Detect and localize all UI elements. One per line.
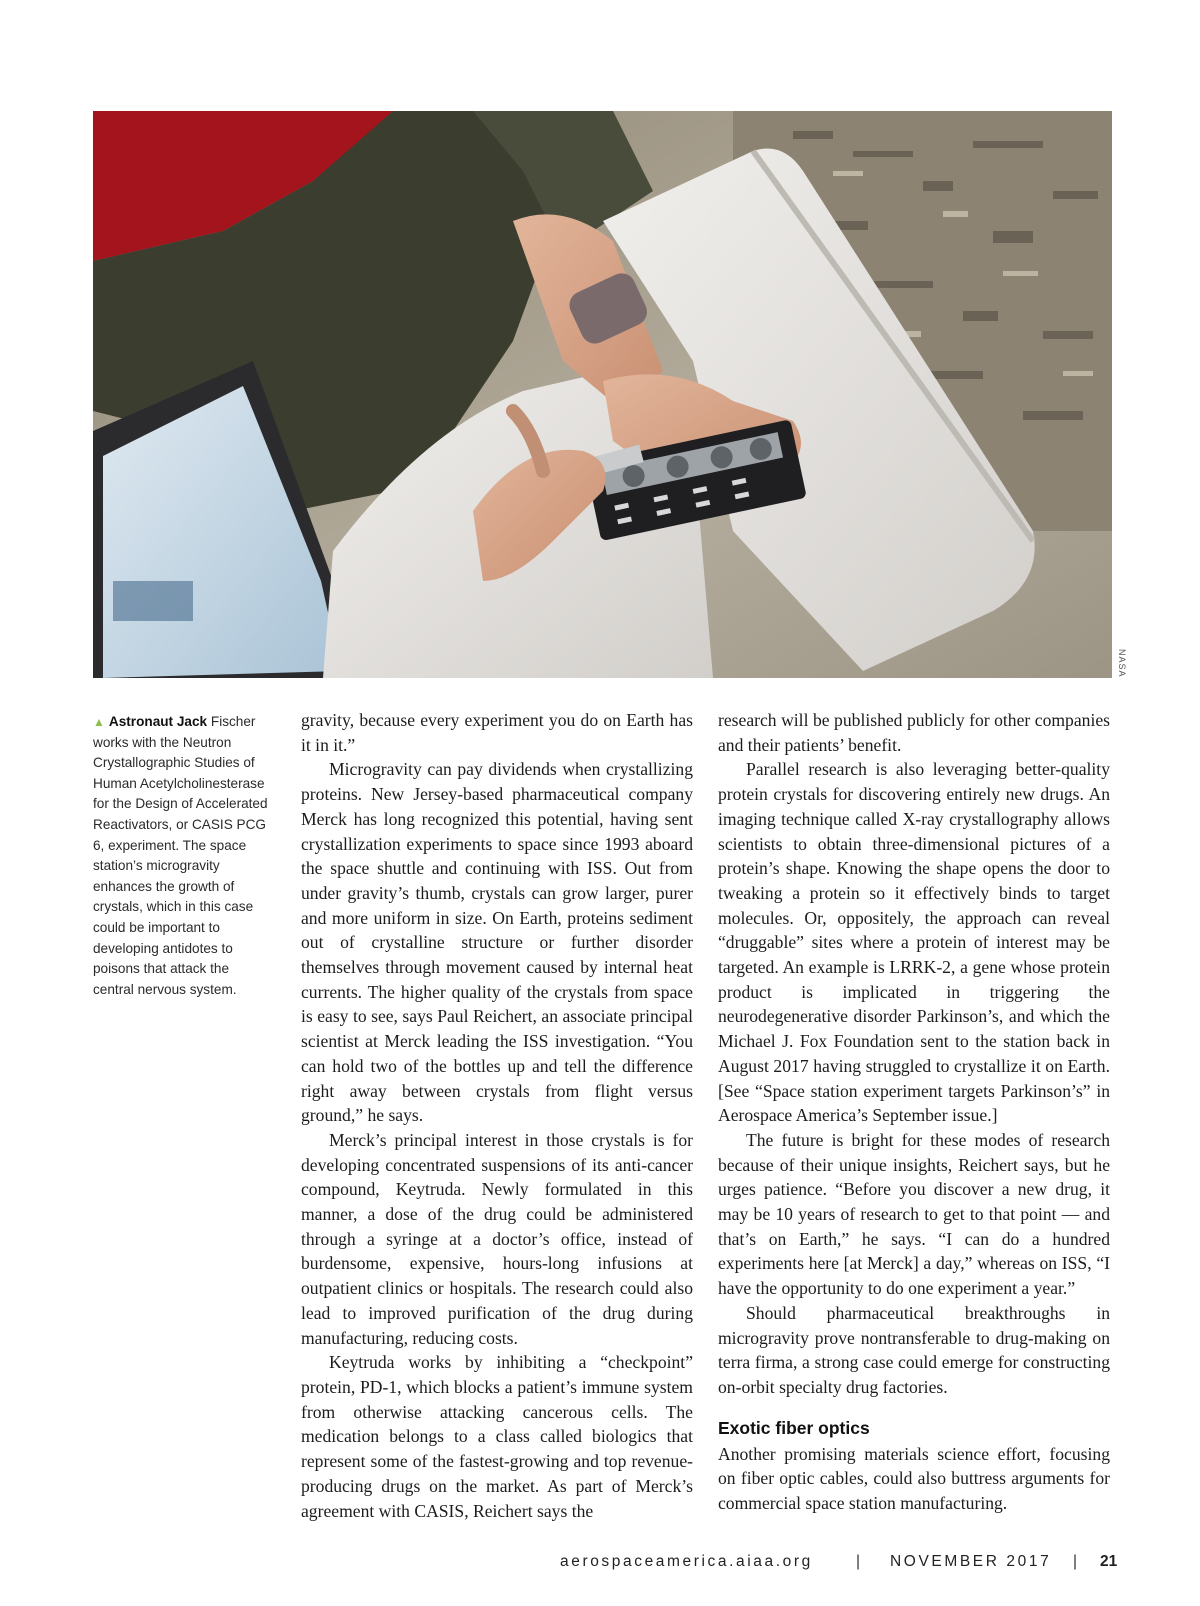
- paragraph: Parallel research is also leveraging better-quality protein crystals for discovering entirely new drugs. An imaging technique called X-ray crystallography allows scientists to obtain three-dimensional pictures of a protein’s shape. Knowing the shape opens the door to tweaking a protein so it effectively binds to target molecules. Or, oppositely, the approach can reveal “druggable” sites where a protein of interest may be targeted. An example is LRRK-2, a gene whose protein product is implicated in triggering the neurodegenerative disorder Parkinson’s, and which the Michael J. Fox Foundation sent to the station back in August 2017 having struggled to crystallize it on Earth. [See “Space station experiment targets Parkinson’s” in Aerospace America’s September issue.]: [718, 759, 1110, 1126]
- paragraph: Should pharmaceutical breakthroughs in microgravity prove nontransferable to drug-making on terra firma, a strong case could emerge for constructing on-orbit specialty drug factories.: [718, 1302, 1110, 1397]
- photo-credit: NASA: [1117, 648, 1127, 678]
- footer-separator: |: [856, 1553, 863, 1570]
- paragraph: Another promising materials science effort, focusing on fiber optic cables, could also buttress arguments for commercial space station manufacturing.: [718, 1443, 1110, 1514]
- paragraph: Keytruda works by inhibiting a “checkpoint” protein, PD-1, which blocks a patient’s immune system from otherwise attacking cancerous cells. The medication belongs to a class called biologics that represent some of the fastest-growing and top revenue-producing drugs on the market. As part of Merck’s agreement with CASIS, Reichert says the: [301, 1352, 693, 1521]
- section-heading: Exotic fiber optics: [718, 1417, 870, 1438]
- caption-text: Fischer works with the Neutron Crystallographic Studies of Human Acetylcholinesterase for the Design of Accelerated Reactivators, or CASIS PCG 6, experiment. The space station’s microgravity enhances the growth of crystals, which in this case could be important to developing antidotes to poisons that attack the central nervous system.: [93, 714, 268, 997]
- article-column-2: [718, 708, 1110, 1516]
- paragraph: The future is bright for these modes of research because of their unique insights, Reichert says, but he urges patience. “Before you discover a new drug, it may be 10 years of research to get to that point — and that’s on Earth,” he says. “I can do a hundred experiments here [at Merck] a day,” whereas on ISS, “I have the opportunity to do one experiment a year.”: [718, 1129, 1110, 1299]
- page-footer: [560, 1553, 1120, 1577]
- paragraph: Microgravity can pay dividends when crystallizing proteins. New Jersey-based pharmaceutical company Merck has long recognized this potential, having sent crystallization experiments to space since 1993 aboard the space shuttle and continuing with ISS. Out from under gravity’s thumb, crystals can grow larger, purer and more uniform in size. On Earth, proteins sediment out of crystalline structure or further disorder themselves through movement caused by internal heat currents. The higher quality of the crystals from space is easy to see, says Paul Reichert, an associate principal scientist at Merck leading the ISS investigation. “You can hold two of the bottles up and tell the difference right away between crystals from flight versus ground,” he says.: [301, 759, 693, 1126]
- article-photo: [93, 111, 1112, 678]
- footer-issue: NOVEMBER 2017: [890, 1553, 1052, 1570]
- footer-separator: |: [1073, 1553, 1080, 1570]
- caption-lead: Astronaut Jack: [108, 714, 208, 729]
- page-number: 21: [1100, 1553, 1118, 1570]
- paragraph: Merck’s principal interest in those crystals is for developing concentrated suspensions of its anti-cancer compound, Keytruda. Newly formulated in this manner, a dose of the drug could be administered through a syringe at a doctor’s office, instead of burdensome, expensive, hours-long infusions at outpatient clinics or hospitals. The research could also lead to improved purification of the drug during manufacturing, reducing costs.: [301, 1129, 693, 1348]
- astronaut-photo-illustration: [93, 111, 1112, 678]
- triangle-up-icon: ▲: [93, 715, 105, 729]
- paragraph: gravity, because every experiment you do on Earth has it in it.”: [301, 710, 693, 755]
- footer-site-link[interactable]: aerospaceamerica.aiaa.org: [560, 1553, 813, 1570]
- photo-caption: [93, 712, 269, 1000]
- article-column-1: [301, 708, 693, 1523]
- paragraph: research will be published publicly for other companies and their patients’ benefit.: [718, 710, 1110, 755]
